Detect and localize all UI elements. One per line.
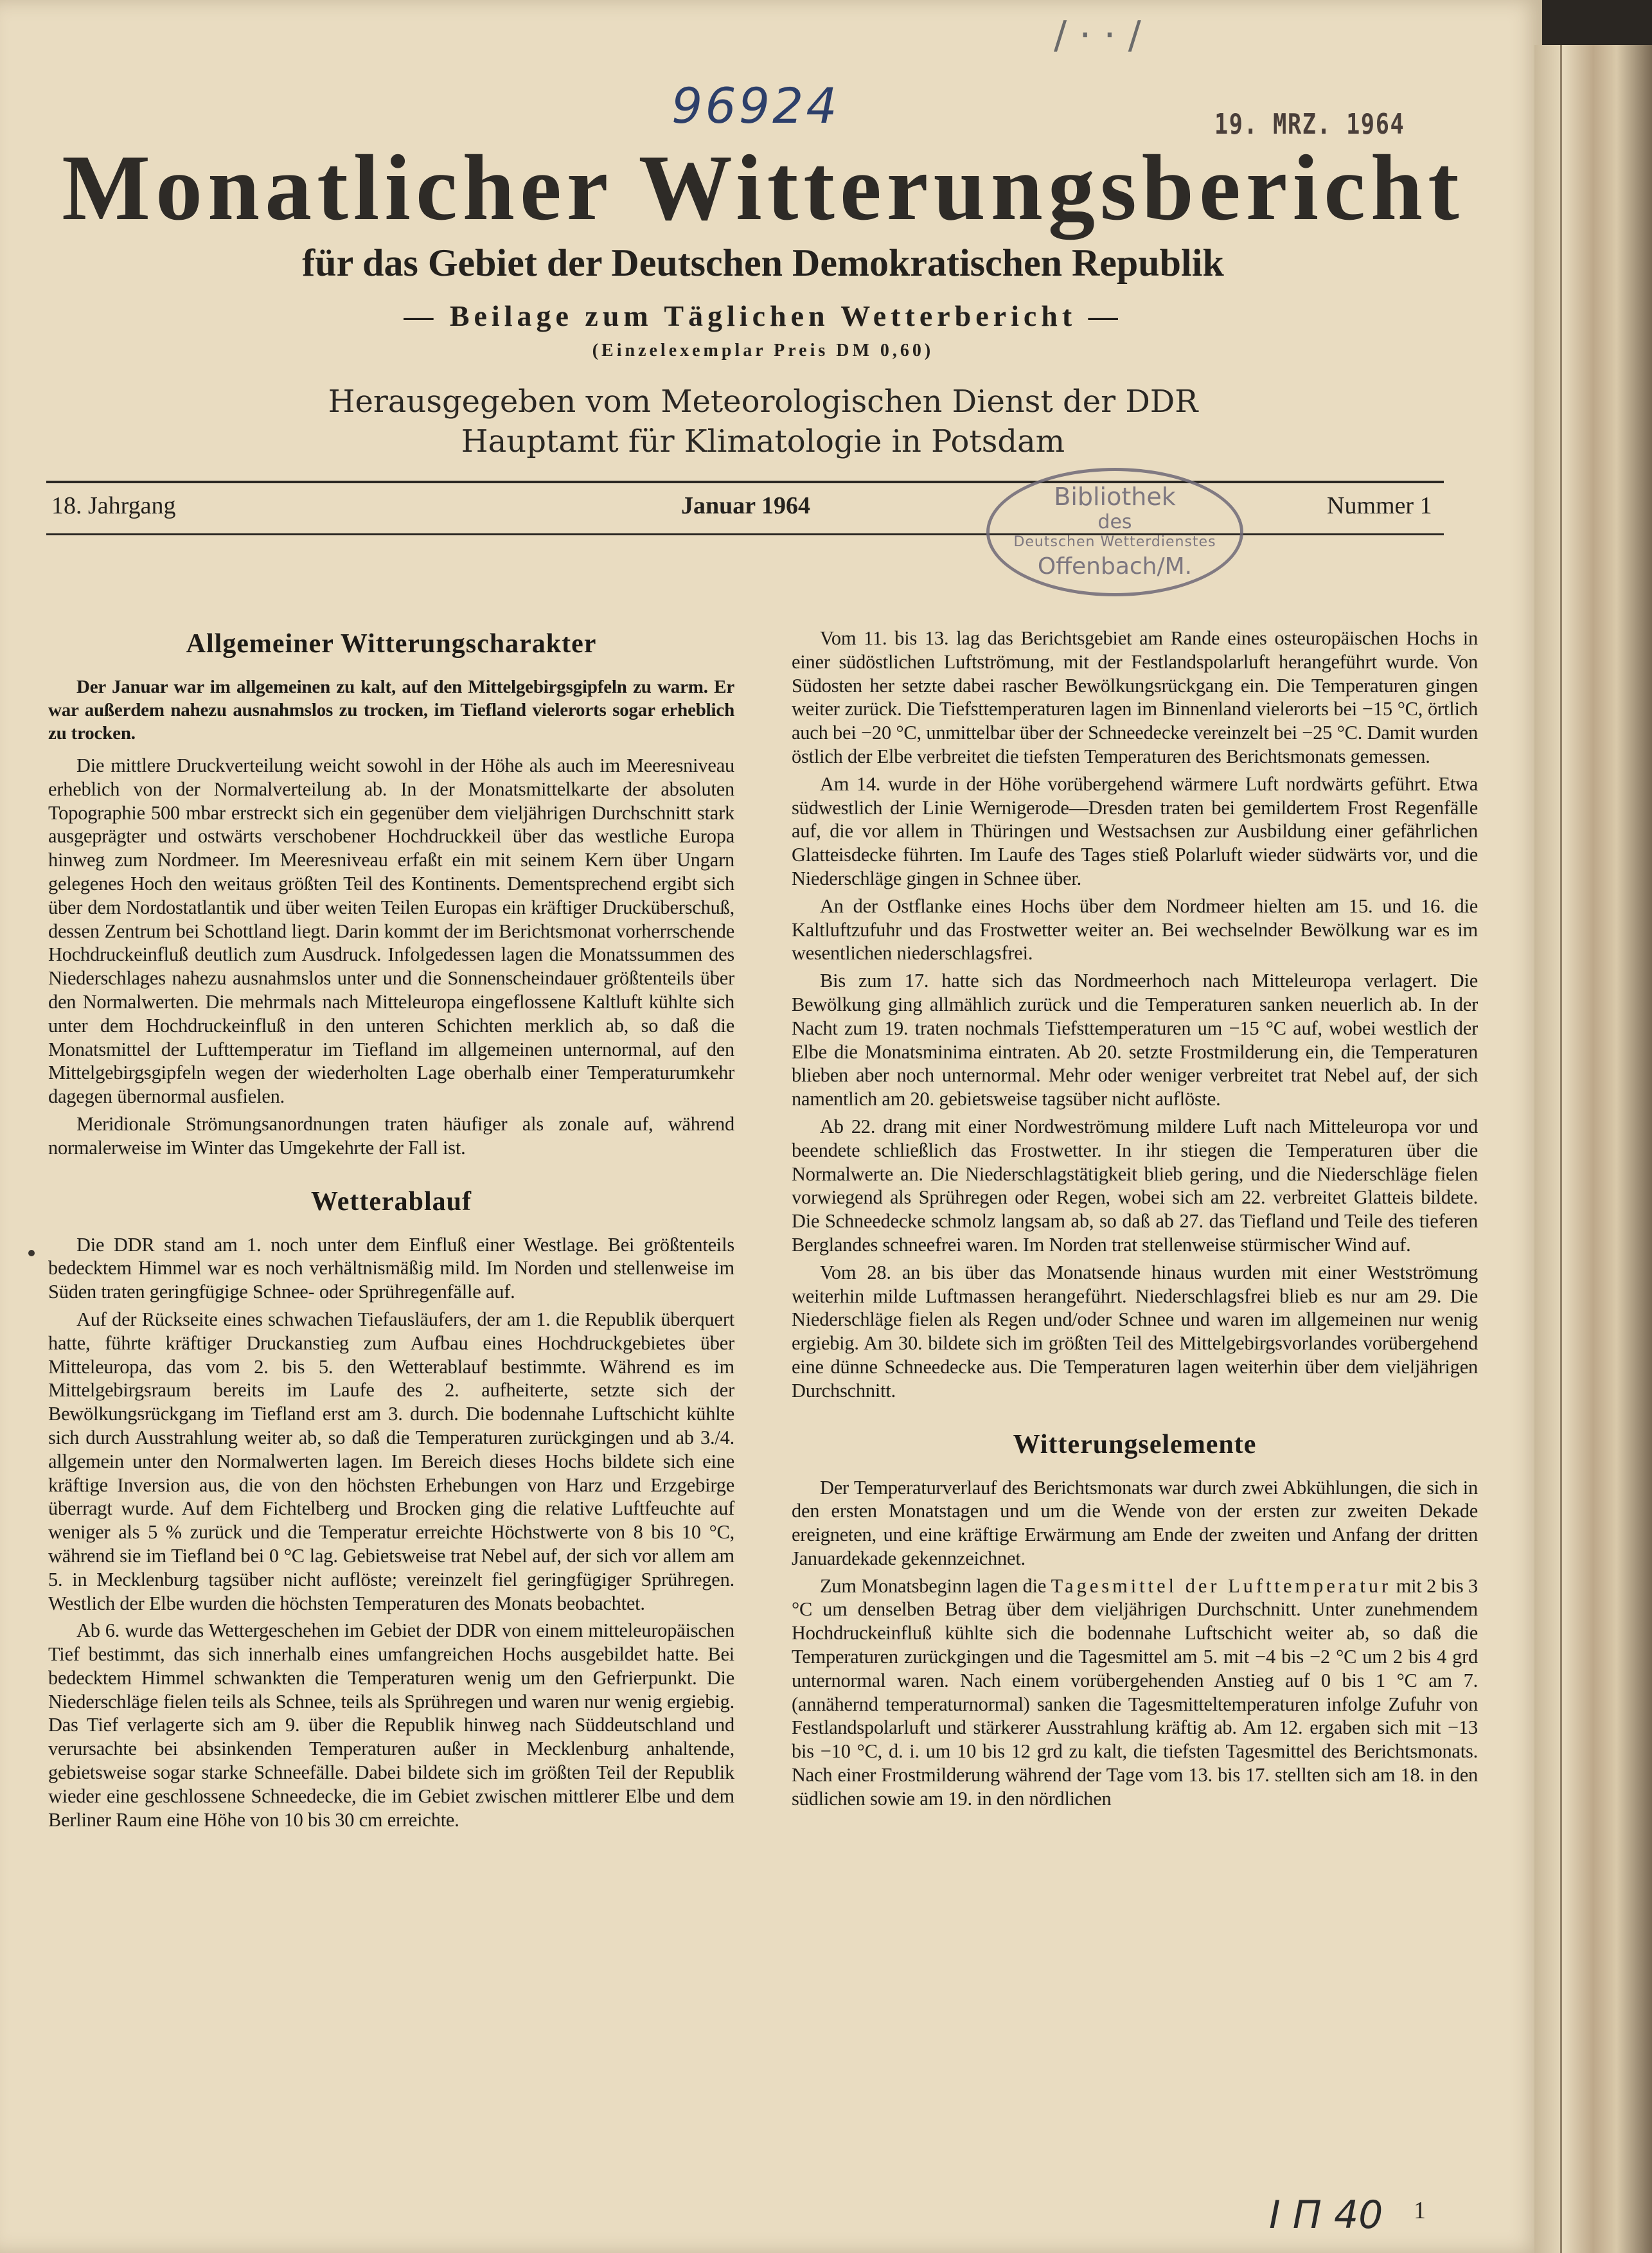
publisher-line-2: Hauptamt für Klimatologie in Potsdam — [461, 423, 1065, 459]
volume-label: 18. Jahrgang — [51, 492, 176, 519]
price-line: (Einzelexemplar Preis DM 0,60) — [592, 341, 934, 361]
page-title: Monatlicher Witterungsbericht — [62, 136, 1464, 240]
page-number: 1 — [1414, 2197, 1426, 2224]
stamp-line-3: Deutschen Wetterdienstes — [1013, 534, 1216, 550]
handwritten-mark-top: / · · / — [1054, 13, 1141, 58]
paragraph: Die mittlere Druckverteilung weicht sowohl in der Höhe als auch im Meeresniveau erheblich von der Normalverteilung ab. In der Monatsmittelkarte der absoluten Topographie 500 mbar erstreckt sich ein gegenüber dem vieljährigen Durchschnitt stark ausgeprägter und ostwärts verschobener Hochdruckkeil über das westliche Europa hinweg zum Nordmeer. Im Meeresniveau erfaßt ein mit seinem Kern über Ungarn gelegenes Hoch den weitaus größten Teil des Kontinents. Dementsprechend ergibt sich über dem Nordostatlantik und über weiten Teilen Europas ein kräftiger Drucküberschuß, dessen Zentrum bei Schottland liegt. Darin kommt der im Berichtsmonat vorherrschende Hochdruckeinfluß deutlich zum Ausdruck. Infolgedessen lagen die Monatssummen des Niederschlages nahezu ausnahmslos unter und die Sonnenscheindauer größtenteils über den Normalwerten. Die mehrmals nach Mitteleuropa eingeflossene Kaltluft kühlte sich unter dem Hochdruckeinfluß in den unteren Schichten merklich ab, so daß die Monatsmittel der Lufttemperatur im Tiefland im allgemeinen unternormal, auf den Mittelgebirgsgipfeln wegen der wiederholten Lage oberhalb einer Temperaturumkehr dagegen übernormal ausfielen. — [48, 754, 734, 1108]
column-right — [792, 627, 1478, 1815]
margin-dot — [28, 1250, 35, 1256]
paragraph: Vom 11. bis 13. lag das Berichtsgebiet am Rande eines osteuropäischen Hochs in einer südöstlichen Luftströmung, mit der Festlandspolarluft herangeführt wurde. Von Südosten her setzte dabei rascher Bewölkungsrückgang ein. Die Temperaturen gingen weiter zurück. Die Tiefsttemperaturen lagen im Binnenland vielerorts bei −15 °C, örtlich auch bei −20 °C, unmittelbar über der Schneedecke vereinzelt bei −25 °C. Damit wurden östlich der Elbe verbreitet die tiefsten Temperaturen des Berichtsmonats gemessen. — [792, 627, 1478, 767]
paragraph-start: Zum Monatsbeginn lagen die — [820, 1574, 1047, 1597]
handwritten-shelfmark: I Π 40 — [1269, 2193, 1383, 2238]
issue-number: Nummer 1 — [1327, 492, 1432, 519]
library-stamp — [986, 468, 1243, 596]
date-stamp: 19. MRZ. 1964 — [1214, 108, 1405, 141]
handwritten-catalog-number: 96924 — [671, 77, 840, 134]
paragraph: Ab 22. drang mit einer Nordweströmung mildere Luft nach Mitteleuropa vor und beendete schließlich das Frostwetter. In ihr stiegen die Temperaturen über die Normalwerte an. Die Niederschlagstätigkeit blieb gering, und die Niederschläge fielen vorwiegend als Sprühregen oder Regen, wobei sich am 22. verbreitet Glatteis bildete. Die Schneedecke schmolz langsam ab, so daß ab 27. das Tiefland und Teile des tieferen Berglandes schneefrei waren. Im Norden trat stellenweise stürmischer Wind auf. — [792, 1115, 1478, 1256]
section-heading-allgemein: Allgemeiner Witterungscharakter — [186, 629, 597, 659]
paragraph: Meridionale Strömungsanordnungen traten häufiger als zonale auf, während normalerweise im Winter das Umgekehrte der Fall ist. — [48, 1112, 734, 1159]
stamp-line-2: des — [1097, 511, 1132, 533]
binding-spine — [1534, 45, 1652, 2253]
paragraph-rest: mit 2 bis 3 °C um denselben Betrag über dem vieljährigen Durchschnitt. Unter zunehmendem Hochdruckeinfluß kühlte sich die bodennahe Luftschicht weiter ab, so daß die Temperaturen zurückgingen und die Tagesmittel am 5. mit −4 bis −2 °C um 2 bis 4 grd unternormal waren. Nach einem vorübergehenden Anstieg auf 0 bis 1 °C am 7. (annähernd temperaturnormal) sanken die Tagesmitteltemperaturen infolge Zufuhr von Festlandspolarluft und stärkerer Ausstrahlung kräftig ab. Am 12. ergaben sich mit −13 bis −10 °C, d. i. um 10 bis 12 grd zu kalt, die tiefsten Tagesmittel des Berichtsmonats. Nach einer Frostmilderung während der Tage vom 13. bis 17. stellten sich am 18. in den südlichen sowie am 19. in den nördlichen — [792, 1574, 1478, 1810]
column-left — [48, 614, 734, 1835]
publisher-line-1: Herausgegeben vom Meteorologischen Dienst der DDR — [328, 384, 1198, 420]
paragraph: Ab 6. wurde das Wettergeschehen im Gebiet der DDR von einem mitteleuropäischen Tief bestimmt, das sich innerhalb eines umfangreichen Hochs ausgebildet hatte. Bei bedecktem Himmel schwankten die Temperaturen wenig um den Gefrierpunkt. Die Niederschläge fielen teils als Schnee, teils als Sprühregen und waren nur wenig ergiebig. Das Tief verlagerte sich am 9. über die Republik hinweg nach Süddeutschland und verursachte bei absinkenden Temperaturen außer in Mecklenburg anhaltende, gebietsweise sogar starke Schneefälle. Dabei bildete sich im größten Teil der Republik wieder eine geschlossene Schneedecke, die im Gebiet zwischen mittlerer Elbe und dem Berliner Raum eine Höhe von 10 bis 30 cm erreichte. — [48, 1619, 734, 1831]
stamp-line-1: Bibliothek — [1054, 483, 1176, 511]
paragraph: Die DDR stand am 1. noch unter dem Einfluß einer Westlage. Bei größtenteils bedecktem Himmel war es noch verhältnismäßig mild. Im Norden und stellenweise im Süden traten geringfügige Schnee- oder Sprühregenfälle auf. — [48, 1233, 734, 1303]
supplement-line: — Beilage zum Täglichen Wetterbericht — — [404, 299, 1123, 332]
subtitle: für das Gebiet der Deutschen Demokratischen Republik — [302, 242, 1224, 284]
section-heading-elemente: Witterungselemente — [1013, 1429, 1257, 1459]
paragraph: Auf der Rückseite eines schwachen Tiefausläufers, der am 1. die Republik überquert hatte, führte kräftiger Druckanstieg zum Aufbau eines Hochdruckgebietes über Mitteleuropa, das vom 2. bis 5. den Wetterablauf bestimmte. Während es im Mittelgebirgsraum bereits im Laufe des 2. aufheiterte, setzte sich der Bewölkungsrückgang im Tiefland erst am 3. durch. Die bodennahe Luftschicht kühlte sich durch Ausstrahlung weiter ab, so daß die Temperaturen zurückgingen und ab 3./4. allgemein unter den Normalwerten lagen. Im Bereich dieses Hochs bildete sich eine kräftige Inversion aus, die von den höchsten Erhebungen von Harz und Erzgebirge überragt wurde. Auf dem Fichtelberg und Brocken ging die relative Luftfeuchte auf weniger als 5 % zurück und die Temperatur erreichte Höchstwerte von 8 bis 10 °C, während sie im Tiefland bei 0 °C lag. Gebietsweise trat Nebel auf, der sich vor allem am 5. in Mecklenburg tagsüber nicht auflöste; vereinzelt fiel geringfügiger Sprühregen. Westlich der Elbe wurden die höchsten Temperaturen des Monats beobachtet. — [48, 1308, 734, 1614]
stamp-line-4: Offenbach/M. — [1037, 553, 1193, 580]
paragraph: Am 14. wurde in der Höhe vorübergehend wärmere Luft nordwärts geführt. Etwa südwestlich der Linie Wernigerode—Dresden traten bei gemildertem Frost Regenfälle auf, die vor allem in Thüringen und Westsachsen zur Ausbildung einer gefährlichen Glatteisdecke führten. Im Laufe des Tages stieß Polarluft wieder südwärts vor, und die Niederschläge gingen in Schnee über. — [792, 772, 1478, 889]
paragraph: Der Temperaturverlauf des Berichtsmonats war durch zwei Abkühlungen, die sich in den ersten Monatstagen und um die Wende von der ersten zur zweiten Dekade ereigneten, und eine kräftige Erwärmung am Ende der zweiten und Anfang der dritten Januardekade gekennzeichnet. — [792, 1476, 1478, 1569]
section-heading-ablauf: Wetterablauf — [311, 1186, 472, 1216]
paragraph — [792, 1574, 1478, 1811]
paragraph: Vom 28. an bis über das Monatsende hinaus wurden mit einer Westströmung weiterhin milde Luftmassen herangeführt. Niederschlagsfrei blieb es nur am 29. Die Niederschläge fielen als Regen und/oder Schnee und waren im allgemeinen nur wenig ergiebig. Am 30. bildete sich im größten Teil des Mittelgebirgsvorlandes vorübergehend eine dünne Schneedecke aus. Die Temperaturen lagen weiterhin über dem vieljährigen Durchschnitt. — [792, 1261, 1478, 1402]
spaced-term: Tagesmittel der Lufttemperatur — [1051, 1574, 1392, 1597]
issue-month: Januar 1964 — [681, 492, 810, 519]
publisher — [48, 382, 1478, 461]
paragraph: An der Ostflanke eines Hochs über dem Nordmeer hielten am 15. und 16. die Kaltluftzufuhr und das Frostwetter weiter an. Bei wechselnder Bewölkung war es im wesentlichen niederschlagsfrei. — [792, 895, 1478, 965]
lead-summary: Der Januar war im allgemeinen zu kalt, auf den Mittelgebirgsgipfeln zu warm. Er war außerdem nahezu ausnahmslos zu trocken, im Tiefland vielerorts sogar erheblich zu trocken. — [48, 677, 734, 744]
paragraph: Bis zum 17. hatte sich das Nordmeerhoch nach Mitteleuropa verlagert. Die Bewölkung ging allmählich zurück und die Temperaturen sanken neuerlich ab. In der Nacht zum 19. traten nochmals Tiefsttemperaturen um −15 °C auf, wobei westlich der Elbe die Monatsminima eintraten. Ab 20. setzte Frostmilderung ein, die Temperaturen blieben aber noch unternormal. Mehr oder weniger verbreitet trat Nebel auf, der sich namentlich am 20. gebietsweise tagsüber nicht auflöste. — [792, 970, 1478, 1110]
